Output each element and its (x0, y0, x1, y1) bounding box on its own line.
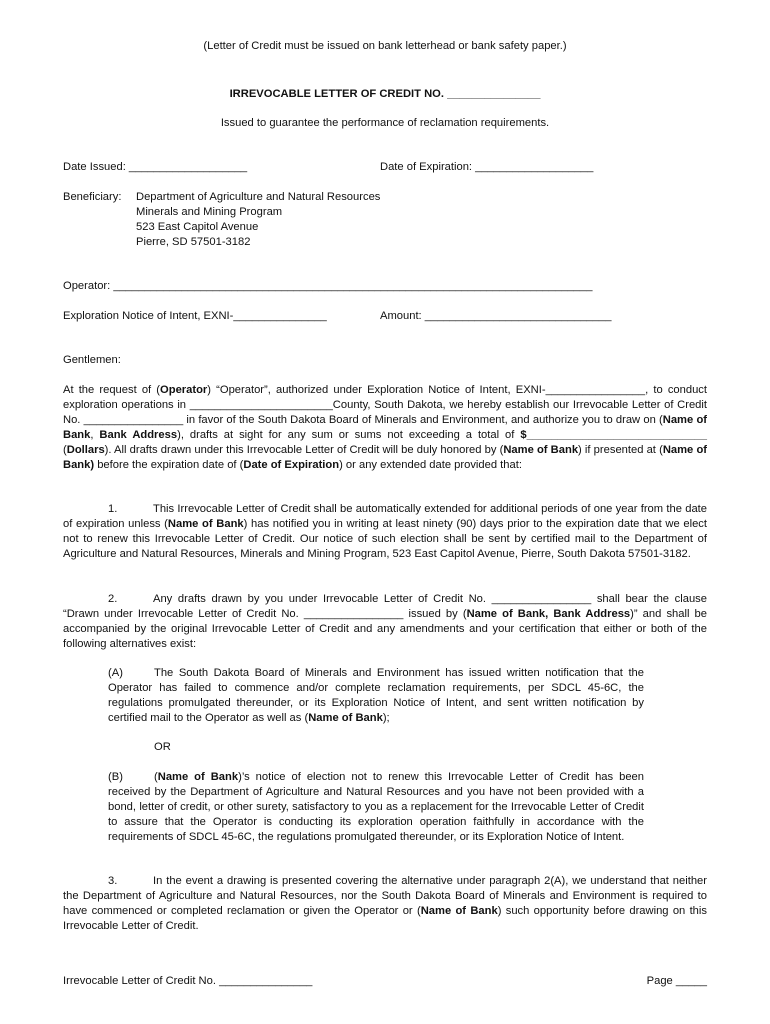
beneficiary-line-2: Minerals and Mining Program (136, 206, 283, 218)
paragraph-3: 3. In the event a drawing is presented covering the alternative under paragraph 2(A), we understand that neither the Department of Agriculture and Natural Resources, nor the South Dakota Board of Minerals and Environment is required to have commenced or completed reclamation or given the Operator or (Name of Bank) such opportunity before drawing on this Irrevocable Letter of Credit. (63, 875, 707, 932)
footer-letter-number: Irrevocable Letter of Credit No. _______________ (63, 975, 313, 987)
intro-paragraph: At the request of (Operator) “Operator”, authorized under Exploration Notice of Intent, EXNI-________________, to conduct exploration operations in _______________________County, South Dakota, we hereby establish our Irrevocable Letter of Credit No. ________________ in favor of the South Dakota Board of Minerals and Environment, and authorize you to draw on (Name of Bank, Bank Address), drafts at sight for any sum or sums not exceeding a total of $_____________________________ (Dollars). All drafts drawn under this Irrevocable Letter of Credit will be duly honored by (Name of Bank) if presented at (Name of Bank) before the expiration date of (Date of Expiration) or any extended date provided that: (63, 384, 708, 471)
paragraph-number: 2. (108, 593, 118, 605)
header-note: (Letter of Credit must be issued on bank letterhead or bank safety paper.) (203, 40, 567, 52)
footer-page-number: Page _____ (646, 975, 707, 987)
alternative-b: (B) (Name of Bank)’s notice of election not to renew this Irrevocable Letter of Credit has been received by the Department of Agriculture and Natural Resources and you have not been provided with a bond, letter of credit, or other surety, satisfactory to you as a replacement for the Irrevocable Letter of Credit to assure that the Operator is conducting its exploration operation faithfully in accordance with the requirements of SDCL 45-6C, the regulations promulgated thereunder, or its Exploration Notice of Intent. (108, 771, 644, 843)
date-expiration-field: Date of Expiration: ___________________ (380, 161, 594, 173)
operator-field: Operator: _____________________________________________________________________________ (63, 280, 593, 292)
alternative-a: (A) The South Dakota Board of Minerals and Environment has issued written notification that the Operator has failed to commence and/or complete reclamation requirements, per SDCL 45-6C, the regulations promulgated thereunder, or its Exploration Notice of Intent, and sent written notification by certified mail to the Operator as well as (Name of Bank); (108, 667, 644, 724)
document-subtitle: Issued to guarantee the performance of reclamation requirements. (220, 117, 550, 129)
beneficiary-label: Beneficiary: (63, 191, 122, 203)
paragraph-2: 2. Any drafts drawn by you under Irrevocable Letter of Credit No. ________________ shall bear the clause “Drawn under Irrevocable Letter of Credit No. ________________ issued by (Name of Bank, Bank Address)” and shall be accompanied by the original Irrevocable Letter of Credit and any amendments and your certification that either or both of the following alternatives exist: (63, 593, 707, 650)
alternative-label: (A) (108, 667, 123, 679)
beneficiary-line-1: Department of Agriculture and Natural Resources (136, 191, 381, 203)
exploration-notice-field: Exploration Notice of Intent, EXNI-_______________ (63, 310, 327, 322)
salutation: Gentlemen: (63, 354, 121, 366)
paragraph-number: 3. (108, 875, 118, 887)
date-issued-field: Date Issued: ___________________ (63, 161, 248, 173)
or-separator: OR (154, 741, 171, 753)
document-title: IRREVOCABLE LETTER OF CREDIT NO. _______________ (229, 88, 541, 100)
beneficiary-line-3: 523 East Capitol Avenue (136, 221, 259, 233)
beneficiary-line-4: Pierre, SD 57501-3182 (136, 236, 251, 248)
paragraph-1: 1. This Irrevocable Letter of Credit shall be automatically extended for additional periods of one year from the date of expiration unless (Name of Bank) has notified you in writing at least ninety (90) days prior to the expiration date that we elect not to renew this Irrevocable Letter of Credit. Our notice of such election shall be sent by certified mail to the Department of Agriculture and Natural Resources, Minerals and Mining Program, 523 East Capitol Avenue, Pierre, South Dakota 57501-3182. (63, 503, 707, 560)
paragraph-number: 1. (108, 503, 118, 515)
alternative-label: (B) (108, 771, 123, 783)
amount-field: Amount: ______________________________ (380, 310, 612, 322)
